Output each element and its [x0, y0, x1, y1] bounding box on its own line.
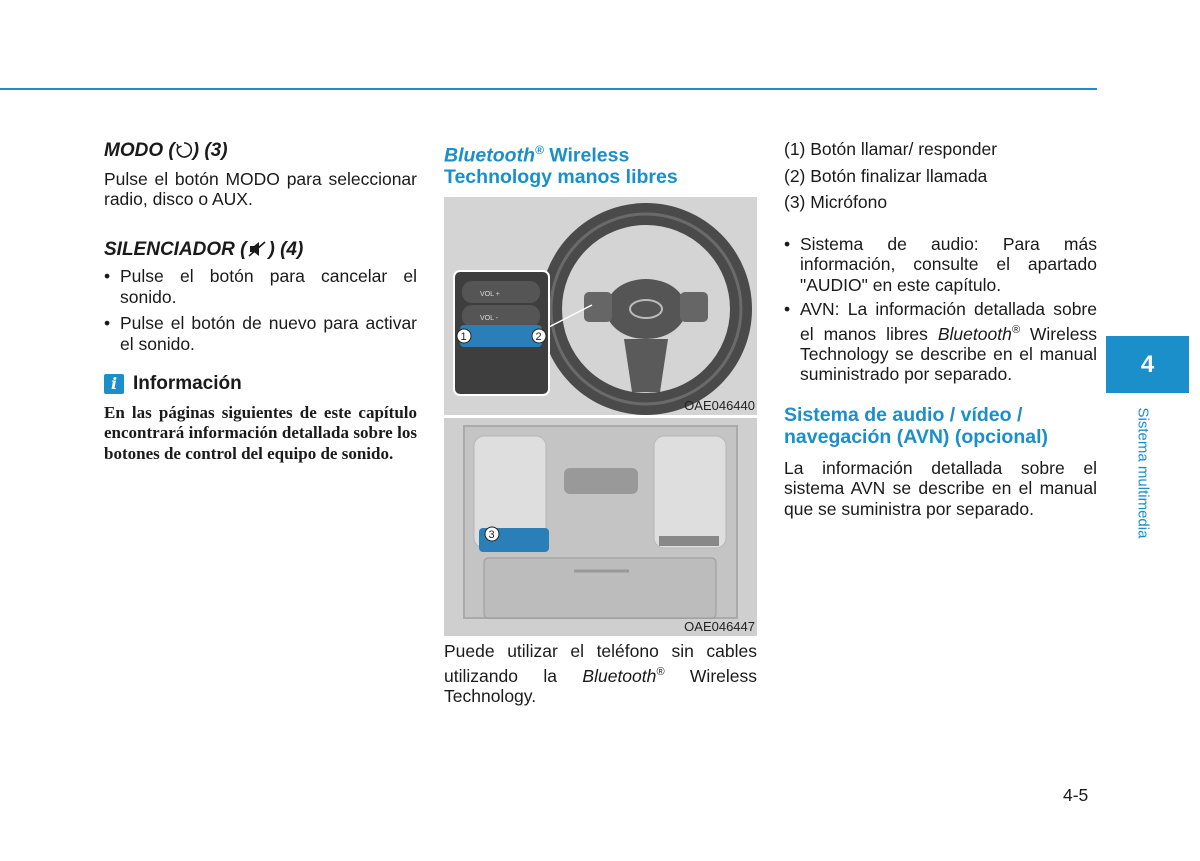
- info-heading: [104, 374, 417, 395]
- vol-minus-label: VOL -: [480, 315, 499, 322]
- column-middle: [444, 140, 757, 188]
- steering-wheel-illustration: [444, 197, 757, 415]
- modo-text: Pulse el botón MODO para seleccionar radio, disco o AUX.: [104, 168, 417, 209]
- bluetooth-paragraph: Puede utilizar el teléfono sin cables utilizando la Bluetooth® Wireless Technology.: [444, 641, 757, 706]
- side-chapter-label: Sistema multimedia: [1134, 407, 1152, 539]
- overhead-console-illustration: [444, 418, 757, 636]
- bullet-audio: • Sistema de audio: Para más información, consulte el apartado "AUDIO" en este capítulo.: [784, 234, 1097, 296]
- bullet-avn: • AVN: La información detallada sobre el manos libres Bluetooth® Wireless Technology se describe en el manual suministrado por separado.: [784, 299, 1097, 385]
- list-item: • Pulse el botón para cancelar el sonido.: [104, 266, 417, 307]
- silenciador-heading: SILENCIADOR ( ) (4): [104, 238, 304, 260]
- bluetooth-heading: Bluetooth® Wireless Technology manos libres: [444, 143, 678, 188]
- steering-wheel-figure: [444, 197, 757, 415]
- figure-code: OAE046440: [684, 398, 755, 413]
- overhead-console-figure: [444, 418, 757, 636]
- avn-text: La información detallada sobre el sistema AVN se describe en el manual que se suministra por separado.: [784, 457, 1097, 519]
- callout-1: 1: [460, 331, 467, 343]
- top-rule: [0, 88, 1097, 90]
- callout-2: 2: [535, 331, 542, 343]
- column-left: [104, 141, 417, 464]
- list-item: • Pulse el botón de nuevo para activar el sonido.: [104, 313, 417, 354]
- chapter-tab: 4: [1106, 336, 1189, 393]
- list-item: (2) Botón finalizar llamada: [784, 165, 988, 186]
- vol-plus-label: VOL +: [480, 291, 500, 298]
- column-right: [784, 139, 1097, 519]
- avn-heading: Sistema de audio / vídeo / navegación (AVN) (opcional): [784, 403, 1048, 448]
- mode-icon: [175, 141, 193, 159]
- page-number: 4-5: [1063, 785, 1089, 805]
- info-title: Información: [133, 373, 242, 394]
- info-icon: i: [104, 374, 124, 394]
- callout-3: 3: [488, 529, 495, 541]
- modo-heading: MODO ( ) (3): [104, 140, 228, 161]
- list-item: (1) Botón llamar/ responder: [784, 139, 998, 159]
- figure-code: OAE046447: [684, 619, 755, 634]
- info-text: En las páginas siguientes de este capítulo encontrará información detallada sobre los botones de control del equipo de sonido.: [104, 402, 417, 463]
- mute-icon: [247, 240, 269, 258]
- list-item: (3) Micrófono: [784, 192, 888, 212]
